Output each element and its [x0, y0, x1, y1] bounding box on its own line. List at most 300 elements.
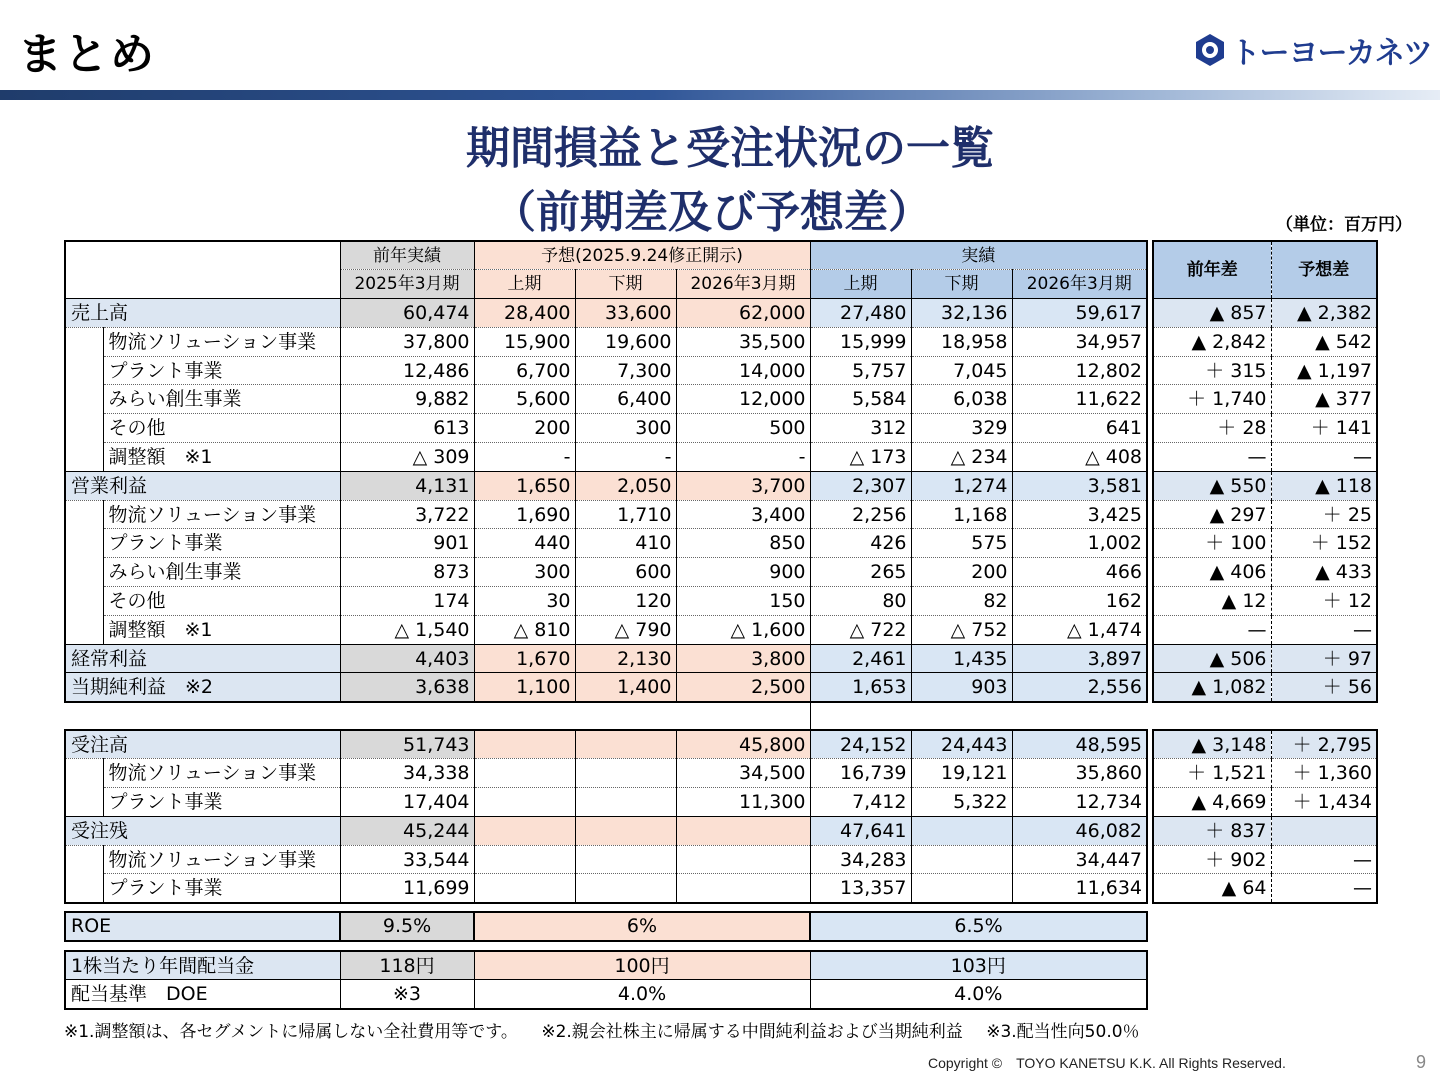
- copyright: Copyright © TOYO KANETSU K.K. All Rights Reserved.: [928, 1055, 1286, 1071]
- col-prev-fy2025: 2025年3月期: [340, 270, 474, 299]
- divider-line: [810, 700, 811, 729]
- pl-diff-row: [1153, 299, 1377, 328]
- pl-cell: 873: [340, 558, 474, 587]
- pl-diff-prev-cell: ▲ 12: [1153, 587, 1271, 616]
- pl-table: [64, 240, 1148, 703]
- order-cell: [575, 874, 676, 903]
- pl-diff-fcst-cell: ＋ 97: [1271, 644, 1377, 673]
- pl-cell: △ 234: [911, 443, 1012, 472]
- order-diff-fcst-cell: ＋ 2,795: [1271, 730, 1377, 759]
- pl-cell: 6,700: [474, 356, 575, 385]
- pl-diff-fcst-cell: ▲ 433: [1271, 558, 1377, 587]
- pl-diff-row: [1153, 356, 1377, 385]
- order-row-label: 物流ソリューション事業: [103, 845, 340, 874]
- order-diff-row: [1153, 874, 1377, 903]
- order-row-indent: [65, 788, 103, 817]
- pl-diff-prev-cell: ▲ 297: [1153, 500, 1271, 529]
- order-cell: [911, 874, 1012, 903]
- pl-row: [65, 673, 1147, 702]
- pl-cell: 15,999: [810, 327, 911, 356]
- pl-cell: 2,130: [575, 644, 676, 673]
- order-row: [65, 730, 1147, 759]
- slide-title: まとめ: [18, 29, 156, 80]
- pl-cell: 150: [676, 587, 810, 616]
- col-actual: 実績: [810, 241, 1147, 270]
- order-cell: [676, 845, 810, 874]
- order-row: [65, 816, 1147, 845]
- order-cell: [474, 730, 575, 759]
- pl-cell: 34,957: [1012, 327, 1147, 356]
- pl-diff-prev-cell: ▲ 406: [1153, 558, 1271, 587]
- pl-cell: 14,000: [676, 356, 810, 385]
- orders-diff-table: [1152, 729, 1378, 904]
- pl-cell: 641: [1012, 414, 1147, 443]
- pl-row: [65, 587, 1147, 616]
- order-cell: 5,322: [911, 788, 1012, 817]
- order-cell: 17,404: [340, 788, 474, 817]
- logo-mark-icon: [1193, 33, 1227, 67]
- pl-diff-row: [1153, 500, 1377, 529]
- pl-cell: 3,700: [676, 471, 810, 500]
- pl-cell: 30: [474, 587, 575, 616]
- pl-cell: -: [474, 443, 575, 472]
- header-blank: [65, 241, 340, 299]
- order-cell: 16,739: [810, 759, 911, 788]
- footnote-1: ※1.調整額は、各セグメントに帰属しない全社費用等です。: [64, 1022, 518, 1042]
- pl-cell: △ 309: [340, 443, 474, 472]
- orders-table: [64, 729, 1148, 904]
- pl-diff-prev-cell: —: [1153, 615, 1271, 644]
- order-row: [65, 788, 1147, 817]
- pl-cell: 1,670: [474, 644, 575, 673]
- pl-row-indent: [65, 558, 103, 587]
- order-cell: 24,152: [810, 730, 911, 759]
- pl-row-indent: [65, 414, 103, 443]
- pl-diff-prev-cell: ▲ 550: [1153, 471, 1271, 500]
- order-cell: 48,595: [1012, 730, 1147, 759]
- pl-cell: 11,622: [1012, 385, 1147, 414]
- pl-row-indent: [65, 327, 103, 356]
- pl-cell: 1,100: [474, 673, 575, 702]
- footnotes: [64, 1017, 1158, 1042]
- order-diff-fcst-cell: —: [1271, 845, 1377, 874]
- pl-diff-fcst-cell: ▲ 2,382: [1271, 299, 1377, 328]
- order-cell: 33,544: [340, 845, 474, 874]
- pl-diff-row: [1153, 443, 1377, 472]
- order-cell: 45,800: [676, 730, 810, 759]
- col-act-h2: 下期: [911, 270, 1012, 299]
- pl-cell: △ 173: [810, 443, 911, 472]
- pl-row: [65, 327, 1147, 356]
- pl-cell: 6,038: [911, 385, 1012, 414]
- pl-cell: 3,722: [340, 500, 474, 529]
- pl-diff-fcst-cell: ＋ 141: [1271, 414, 1377, 443]
- order-diff-row: [1153, 845, 1377, 874]
- pl-row-indent: [65, 615, 103, 644]
- header-bar: [0, 90, 1440, 100]
- pl-row-indent: [65, 587, 103, 616]
- pl-cell: 18,958: [911, 327, 1012, 356]
- pl-row-indent: [65, 356, 103, 385]
- pl-cell: △ 752: [911, 615, 1012, 644]
- pl-row-indent: [65, 529, 103, 558]
- pl-cell: 19,600: [575, 327, 676, 356]
- pl-diff-fcst-cell: ＋ 152: [1271, 529, 1377, 558]
- pl-cell: 35,500: [676, 327, 810, 356]
- pl-cell: 4,131: [340, 471, 474, 500]
- pl-diff-prev-cell: ▲ 506: [1153, 644, 1271, 673]
- order-diff-row: [1153, 730, 1377, 759]
- col-diff-fcst: 予想差: [1271, 241, 1377, 299]
- dividend-prev: 118円: [340, 951, 474, 980]
- pl-cell: 3,800: [676, 644, 810, 673]
- col-act-fy2026: 2026年3月期: [1012, 270, 1147, 299]
- pl-row-label: みらい創生事業: [103, 385, 340, 414]
- order-cell: 47,641: [810, 816, 911, 845]
- pl-cell: 1,710: [575, 500, 676, 529]
- pl-cell: 37,800: [340, 327, 474, 356]
- pl-cell: 5,757: [810, 356, 911, 385]
- pl-diff-prev-cell: ＋ 28: [1153, 414, 1271, 443]
- pl-cell: 300: [575, 414, 676, 443]
- pl-row-label: 営業利益: [65, 471, 340, 500]
- order-diff-prev-cell: ＋ 1,521: [1153, 759, 1271, 788]
- order-cell: [575, 788, 676, 817]
- main-subtitle: （前期差及び予想差）: [492, 187, 932, 238]
- order-cell: [676, 816, 810, 845]
- pl-cell: 120: [575, 587, 676, 616]
- pl-row: [65, 500, 1147, 529]
- order-cell: [474, 816, 575, 845]
- order-cell: [575, 816, 676, 845]
- pl-row-label: 調整額 ※1: [103, 443, 340, 472]
- pl-cell: 1,435: [911, 644, 1012, 673]
- col-prev-actual: 前年実績: [340, 241, 474, 270]
- order-cell: [911, 845, 1012, 874]
- roe-actual: 6.5%: [810, 912, 1147, 941]
- pl-diff-row: [1153, 529, 1377, 558]
- pl-cell: △ 810: [474, 615, 575, 644]
- pl-cell: 1,168: [911, 500, 1012, 529]
- pl-cell: △ 408: [1012, 443, 1147, 472]
- pl-cell: 329: [911, 414, 1012, 443]
- pl-cell: 59,617: [1012, 299, 1147, 328]
- pl-cell: 200: [911, 558, 1012, 587]
- company-logo: [1193, 28, 1433, 72]
- order-cell: [474, 845, 575, 874]
- roe-prev: 9.5%: [340, 912, 474, 941]
- order-row-label: 受注残: [65, 816, 340, 845]
- pl-cell: 300: [474, 558, 575, 587]
- pl-cell: 174: [340, 587, 474, 616]
- order-row-label: 物流ソリューション事業: [103, 759, 340, 788]
- pl-cell: 12,000: [676, 385, 810, 414]
- pl-row-label: 物流ソリューション事業: [103, 327, 340, 356]
- pl-cell: 312: [810, 414, 911, 443]
- pl-diff-prev-cell: ▲ 2,842: [1153, 327, 1271, 356]
- pl-cell: 7,045: [911, 356, 1012, 385]
- pl-diff-row: [1153, 327, 1377, 356]
- pl-row-label: 当期純利益 ※2: [65, 673, 340, 702]
- pl-diff-prev-cell: ＋ 100: [1153, 529, 1271, 558]
- pl-cell: 5,600: [474, 385, 575, 414]
- pl-cell: 3,425: [1012, 500, 1147, 529]
- order-diff-row: [1153, 759, 1377, 788]
- order-diff-prev-cell: ＋ 837: [1153, 816, 1271, 845]
- pl-diff-table: [1152, 240, 1378, 703]
- order-diff-fcst-cell: —: [1271, 874, 1377, 903]
- pl-row: [65, 558, 1147, 587]
- pl-diff-fcst-cell: ＋ 12: [1271, 587, 1377, 616]
- pl-diff-prev-cell: ▲ 1,082: [1153, 673, 1271, 702]
- pl-cell: 3,897: [1012, 644, 1147, 673]
- order-row-indent: [65, 845, 103, 874]
- dividend-label: 1株当たり年間配当金: [65, 951, 340, 980]
- dividend-table: [64, 950, 1148, 1010]
- order-cell: 11,634: [1012, 874, 1147, 903]
- order-diff-fcst-cell: ＋ 1,360: [1271, 759, 1377, 788]
- pl-diff-fcst-cell: ▲ 118: [1271, 471, 1377, 500]
- pl-row-label: その他: [103, 587, 340, 616]
- roe-table: [64, 911, 1148, 942]
- order-diff-prev-cell: ▲ 3,148: [1153, 730, 1271, 759]
- pl-cell: 6,400: [575, 385, 676, 414]
- order-diff-prev-cell: ＋ 902: [1153, 845, 1271, 874]
- pl-cell: 3,581: [1012, 471, 1147, 500]
- roe-forecast: 6%: [474, 912, 810, 941]
- order-cell: 45,244: [340, 816, 474, 845]
- order-cell: 34,447: [1012, 845, 1147, 874]
- col-diff-prev: 前年差: [1153, 241, 1271, 299]
- pl-cell: 27,480: [810, 299, 911, 328]
- pl-row: [65, 356, 1147, 385]
- pl-row-label: 物流ソリューション事業: [103, 500, 340, 529]
- pl-row-label: 経常利益: [65, 644, 340, 673]
- order-diff-prev-cell: ▲ 64: [1153, 874, 1271, 903]
- doe-actual: 4.0%: [810, 980, 1147, 1009]
- order-cell: 51,743: [340, 730, 474, 759]
- order-cell: 46,082: [1012, 816, 1147, 845]
- pl-row: [65, 615, 1147, 644]
- pl-cell: 7,300: [575, 356, 676, 385]
- pl-cell: 4,403: [340, 644, 474, 673]
- col-act-h1: 上期: [810, 270, 911, 299]
- pl-row: [65, 414, 1147, 443]
- pl-row: [65, 644, 1147, 673]
- pl-cell: 12,486: [340, 356, 474, 385]
- pl-cell: 28,400: [474, 299, 575, 328]
- order-cell: [575, 730, 676, 759]
- pl-cell: 2,307: [810, 471, 911, 500]
- pl-diff-row: [1153, 673, 1377, 702]
- logo-text: トーヨーカネツ: [1230, 36, 1432, 71]
- pl-cell: 9,882: [340, 385, 474, 414]
- pl-row-label: 調整額 ※1: [103, 615, 340, 644]
- pl-cell: 575: [911, 529, 1012, 558]
- order-row-label: プラント事業: [103, 874, 340, 903]
- pl-cell: 466: [1012, 558, 1147, 587]
- pl-cell: 1,653: [810, 673, 911, 702]
- pl-row-label: その他: [103, 414, 340, 443]
- pl-cell: 903: [911, 673, 1012, 702]
- pl-cell: 1,002: [1012, 529, 1147, 558]
- pl-diff-prev-cell: —: [1153, 443, 1271, 472]
- order-cell: 34,283: [810, 845, 911, 874]
- pl-cell: 850: [676, 529, 810, 558]
- unit-label: （単位：百万円）: [1276, 215, 1412, 235]
- pl-cell: 32,136: [911, 299, 1012, 328]
- pl-cell: 265: [810, 558, 911, 587]
- pl-diff-prev-cell: ▲ 857: [1153, 299, 1271, 328]
- roe-label: ROE: [65, 912, 340, 941]
- pl-cell: 2,256: [810, 500, 911, 529]
- pl-cell: -: [575, 443, 676, 472]
- order-cell: 13,357: [810, 874, 911, 903]
- pl-cell: 3,400: [676, 500, 810, 529]
- order-row: [65, 874, 1147, 903]
- pl-diff-fcst-cell: —: [1271, 443, 1377, 472]
- pl-cell: 426: [810, 529, 911, 558]
- slide-header: [0, 0, 1440, 100]
- pl-cell: 1,400: [575, 673, 676, 702]
- order-cell: 34,338: [340, 759, 474, 788]
- pl-row: [65, 385, 1147, 414]
- pl-diff-prev-cell: ＋ 315: [1153, 356, 1271, 385]
- pl-diff-row: [1153, 414, 1377, 443]
- order-diff-fcst-cell: [1271, 816, 1377, 845]
- pl-cell: 200: [474, 414, 575, 443]
- order-cell: [474, 759, 575, 788]
- pl-diff-fcst-cell: ＋ 56: [1271, 673, 1377, 702]
- pl-diff-row: [1153, 587, 1377, 616]
- order-row-indent: [65, 874, 103, 903]
- pl-cell: 15,900: [474, 327, 575, 356]
- pl-cell: 901: [340, 529, 474, 558]
- order-cell: [575, 845, 676, 874]
- order-cell: 35,860: [1012, 759, 1147, 788]
- pl-cell: 410: [575, 529, 676, 558]
- pl-cell: 1,650: [474, 471, 575, 500]
- order-row-indent: [65, 759, 103, 788]
- pl-cell: -: [676, 443, 810, 472]
- col-forecast: 予想(2025.9.24修正開示): [474, 241, 810, 270]
- order-cell: [676, 874, 810, 903]
- order-cell: 11,300: [676, 788, 810, 817]
- doe-forecast: 4.0%: [474, 980, 810, 1009]
- order-diff-row: [1153, 816, 1377, 845]
- pl-cell: 2,556: [1012, 673, 1147, 702]
- pl-row: [65, 529, 1147, 558]
- order-diff-prev-cell: ▲ 4,669: [1153, 788, 1271, 817]
- pl-cell: 2,461: [810, 644, 911, 673]
- pl-cell: 2,050: [575, 471, 676, 500]
- footnote-2: ※2.親会社株主に帰属する中間純利益および当期純利益: [541, 1022, 963, 1042]
- pl-diff-fcst-cell: ▲ 1,197: [1271, 356, 1377, 385]
- pl-row-indent: [65, 385, 103, 414]
- order-cell: 11,699: [340, 874, 474, 903]
- pl-diff-fcst-cell: ▲ 377: [1271, 385, 1377, 414]
- pl-row-indent: [65, 443, 103, 472]
- pl-cell: 62,000: [676, 299, 810, 328]
- order-row: [65, 759, 1147, 788]
- pl-diff-prev-cell: ＋ 1,740: [1153, 385, 1271, 414]
- order-cell: 34,500: [676, 759, 810, 788]
- pl-row-indent: [65, 500, 103, 529]
- pl-row: [65, 299, 1147, 328]
- order-diff-row: [1153, 788, 1377, 817]
- pl-cell: 162: [1012, 587, 1147, 616]
- pl-cell: 500: [676, 414, 810, 443]
- pl-diff-fcst-cell: ▲ 542: [1271, 327, 1377, 356]
- order-diff-fcst-cell: ＋ 1,434: [1271, 788, 1377, 817]
- order-cell: [474, 874, 575, 903]
- order-row-label: プラント事業: [103, 788, 340, 817]
- pl-diff-fcst-cell: —: [1271, 615, 1377, 644]
- dividend-forecast: 100円: [474, 951, 810, 980]
- pl-diff-row: [1153, 558, 1377, 587]
- pl-cell: △ 722: [810, 615, 911, 644]
- pl-diff-row: [1153, 644, 1377, 673]
- main-title: 期間損益と受注状況の一覧: [466, 123, 994, 174]
- order-cell: [911, 816, 1012, 845]
- pl-diff-row: [1153, 471, 1377, 500]
- pl-row: [65, 471, 1147, 500]
- pl-row: [65, 443, 1147, 472]
- col-fcst-h2: 下期: [575, 270, 676, 299]
- doe-label: 配当基準 DOE: [65, 980, 340, 1009]
- pl-cell: 613: [340, 414, 474, 443]
- order-cell: [474, 788, 575, 817]
- pl-cell: 900: [676, 558, 810, 587]
- pl-row-label: プラント事業: [103, 356, 340, 385]
- col-fcst-h1: 上期: [474, 270, 575, 299]
- pl-diff-row: [1153, 615, 1377, 644]
- pl-row-label: プラント事業: [103, 529, 340, 558]
- pl-cell: 80: [810, 587, 911, 616]
- pl-cell: 33,600: [575, 299, 676, 328]
- pl-cell: △ 1,540: [340, 615, 474, 644]
- col-fcst-fy2026: 2026年3月期: [676, 270, 810, 299]
- order-cell: 24,443: [911, 730, 1012, 759]
- order-cell: 19,121: [911, 759, 1012, 788]
- pl-diff-row: [1153, 385, 1377, 414]
- order-cell: 12,734: [1012, 788, 1147, 817]
- pl-cell: 12,802: [1012, 356, 1147, 385]
- pl-row-label: 売上高: [65, 299, 340, 328]
- pl-row-label: みらい創生事業: [103, 558, 340, 587]
- pl-cell: △ 1,474: [1012, 615, 1147, 644]
- order-row: [65, 845, 1147, 874]
- pl-cell: 1,274: [911, 471, 1012, 500]
- pl-cell: 1,690: [474, 500, 575, 529]
- footnote-3: ※3.配当性向50.0％: [986, 1022, 1140, 1042]
- pl-cell: 3,638: [340, 673, 474, 702]
- pl-diff-fcst-cell: ＋ 25: [1271, 500, 1377, 529]
- doe-prev: ※3: [340, 980, 474, 1009]
- pl-cell: 440: [474, 529, 575, 558]
- pl-cell: 60,474: [340, 299, 474, 328]
- pl-cell: 82: [911, 587, 1012, 616]
- order-cell: [575, 759, 676, 788]
- order-row-label: 受注高: [65, 730, 340, 759]
- pl-cell: △ 1,600: [676, 615, 810, 644]
- dividend-actual: 103円: [810, 951, 1147, 980]
- order-cell: 7,412: [810, 788, 911, 817]
- pl-cell: 5,584: [810, 385, 911, 414]
- pl-cell: △ 790: [575, 615, 676, 644]
- pl-cell: 600: [575, 558, 676, 587]
- page-number: 9: [1415, 1052, 1426, 1072]
